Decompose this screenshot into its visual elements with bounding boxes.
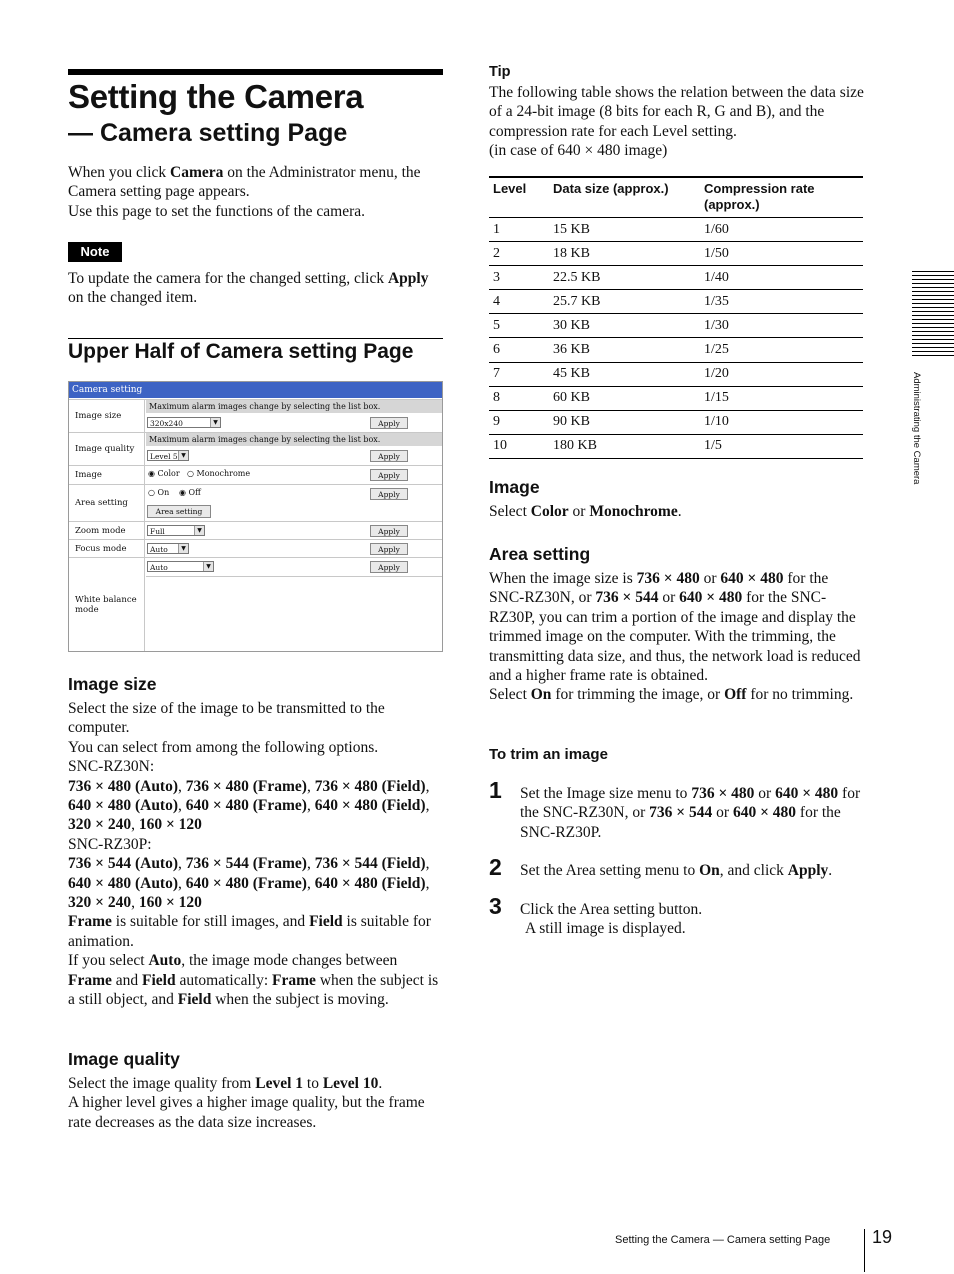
apply-button[interactable]: Apply (370, 543, 408, 555)
step-number-2: 2 (489, 854, 502, 880)
table-cell: 1/50 (700, 242, 863, 266)
table-cell: 6 (489, 338, 549, 362)
table-cell: 1/10 (700, 410, 863, 434)
row-image-quality: Image quality Maximum alarm images change by selecting the list box. Level 5 ▼ Apply (69, 432, 442, 465)
table-cell: 7 (489, 362, 549, 386)
table-cell: 1 (489, 218, 549, 242)
table-row (489, 410, 863, 434)
table-cell: 4 (489, 290, 549, 314)
table-cell: 60 KB (549, 386, 700, 410)
row-focus-mode: Focus mode Auto ▼ Apply (69, 539, 442, 557)
image-quality-text: Select the image quality from Level 1 to Level 10. A higher level gives a higher image quality, but the frame rate decreases as the data size increases. (68, 1075, 425, 1131)
heading-image-quality: Image quality (68, 1049, 180, 1069)
step-number-3: 3 (489, 893, 502, 919)
white-balance-select[interactable]: Auto ▼ (147, 561, 214, 572)
radio-color[interactable]: ◉ Color (148, 469, 180, 478)
table-cell: 1/5 (700, 434, 863, 458)
image-text: Select Color or Monochrome. (489, 503, 682, 520)
table-cell: 18 KB (549, 242, 700, 266)
table-cell: 36 KB (549, 338, 700, 362)
table-cell: 10 (489, 434, 549, 458)
side-tab-label: Administrating the Camera (911, 372, 922, 485)
table-cell: 2 (489, 242, 549, 266)
apply-button[interactable]: Apply (370, 450, 408, 462)
row-image: Image ◉ Color ○ Monochrome Apply (69, 465, 442, 484)
table-cell: 30 KB (549, 314, 700, 338)
table-cell: 180 KB (549, 434, 700, 458)
zoom-mode-select[interactable]: Full ▼ (147, 525, 205, 536)
page-subtitle: — Camera setting Page (68, 119, 348, 147)
apply-button[interactable]: Apply (370, 417, 408, 429)
chevron-down-icon: ▼ (210, 418, 220, 427)
table-cell: 1/25 (700, 338, 863, 362)
step-1-text: Set the Image size menu to 736 × 480 or 640 × 480 for the SNC-RZ30N, or 736 × 544 or 640 × 480 for the SNC-RZ30P. (520, 785, 861, 841)
camera-setting-screenshot (68, 381, 443, 652)
table-row (489, 218, 863, 242)
note-text: To update the camera for the changed setting, click Apply on the changed item. (68, 270, 429, 307)
heading-image-size: Image size (68, 674, 157, 694)
table-cell: 9 (489, 410, 549, 434)
step-3-text: Click the Area setting button. A still image is displayed. (520, 901, 703, 938)
table-cell: 1/40 (700, 266, 863, 290)
tip-text: The following table shows the relation between the data size of a 24-bit image (8 bits for each R, G and B), and the compression rate for each Level setting. (in case of 640 × 480 image) (489, 84, 864, 160)
table-row (489, 434, 863, 458)
area-setting-button[interactable]: Area setting (147, 505, 211, 518)
table-cell: 45 KB (549, 362, 700, 386)
table-cell: 1/60 (700, 218, 863, 242)
heading-image: Image (489, 477, 540, 497)
table-row (489, 362, 863, 386)
table-row (489, 386, 863, 410)
table-cell: 1/30 (700, 314, 863, 338)
page-number: 19 (872, 1227, 893, 1247)
image-size-text: Select the size of the image to be transmitted to the computer. You can select from among the following options. SNC-RZ30N: 736 × 480 (Auto), 736 × 480 (Frame), 736 × 480 (Field), 640 × 480 (Auto), 640 × 480 (Frame), 640 × 480 (Field), 320 × 240, 160 × 120 SNC-RZ30P: 736 × 544 (Auto), 736 × 544 (Frame), 736 × 544 (Field), 640 × 480 (Auto), 640 × 480 (Frame), 640 × 480 (Field), 320 × 240, 160 × 120 Frame is suitable for still images, and Field is suitable for animation. If you select Auto, the image mode changes between Frame and Field automatically: Frame when the subject is a still object, and Field when the subject is moving. (68, 700, 439, 1009)
chevron-down-icon: ▼ (203, 562, 213, 571)
row-area-setting: Area setting ○ On ◉ Off Area setting Apply (69, 484, 442, 521)
apply-button[interactable]: Apply (370, 525, 408, 537)
table-cell: 1/20 (700, 362, 863, 386)
radio-on[interactable]: ○ On (148, 488, 170, 497)
intro: When you click Camera on the Administrator menu, the Camera setting page appears. Use this page to set the functions of the camera. (68, 164, 421, 220)
table-cell: 22.5 KB (549, 266, 700, 290)
step-number-1: 1 (489, 777, 502, 803)
row-image-size: Image size Maximum alarm images change by selecting the list box. 320x240 ▼ Apply (69, 399, 442, 432)
table-cell: 1/35 (700, 290, 863, 314)
image-size-select[interactable]: 320x240 ▼ (147, 417, 221, 428)
table-row (489, 266, 863, 290)
apply-button[interactable]: Apply (370, 488, 408, 500)
radio-off[interactable]: ◉ Off (179, 488, 201, 497)
row-zoom-mode: Zoom mode Full ▼ Apply (69, 521, 442, 539)
apply-button[interactable]: Apply (370, 561, 408, 573)
radio-monochrome[interactable]: ○ Monochrome (187, 469, 251, 478)
table-row (489, 338, 863, 362)
chevron-down-icon: ▼ (178, 451, 188, 460)
chevron-down-icon: ▼ (194, 526, 204, 535)
side-tab-lines (912, 271, 954, 359)
step-2-text: Set the Area setting menu to On, and click Apply. (520, 862, 833, 879)
table-row (489, 290, 863, 314)
section-rule (68, 338, 443, 339)
level-table (489, 176, 863, 459)
table-cell: 5 (489, 314, 549, 338)
title-rule (68, 69, 443, 75)
footer-running-title: Setting the Camera — Camera setting Page (615, 1234, 831, 1246)
chevron-down-icon: ▼ (178, 544, 188, 553)
table-cell: 25.7 KB (549, 290, 700, 314)
table-cell: 3 (489, 266, 549, 290)
heading-to-trim: To trim an image (489, 746, 608, 763)
section-title: Upper Half of Camera setting Page (68, 340, 414, 363)
page-title: Setting the Camera (68, 78, 364, 115)
table-cell: 8 (489, 386, 549, 410)
table-header-row: Level Data size (approx.) Compression rate (approx.) (489, 177, 863, 218)
heading-area-setting: Area setting (489, 544, 591, 564)
apply-button[interactable]: Apply (370, 469, 408, 481)
tip-heading: Tip (489, 64, 511, 80)
row-white-balance: White balance mode Auto ▼ Apply (69, 557, 442, 651)
image-quality-select[interactable]: Level 5 ▼ (147, 450, 189, 461)
table-row (489, 314, 863, 338)
table-cell: 90 KB (549, 410, 700, 434)
area-setting-text: When the image size is 736 × 480 or 640 × 480 for the SNC-RZ30N, or 736 × 544 or 640 × 480 for the SNC-RZ30P, you can trim a portion of the image and display the trimmed image on the computer. With the trimming, the transmitting data size, and thus, the network load is reduced and a higher frame rate is obtained. Select On for trimming the image, or Off for no trimming. (489, 570, 861, 704)
table-cell: 1/15 (700, 386, 863, 410)
footer-rule (864, 1229, 865, 1272)
table-cell: 15 KB (549, 218, 700, 242)
screenshot-header: Camera setting (69, 382, 442, 398)
focus-mode-select[interactable]: Auto ▼ (147, 543, 189, 554)
note-badge: Note (68, 242, 122, 262)
table-row (489, 242, 863, 266)
